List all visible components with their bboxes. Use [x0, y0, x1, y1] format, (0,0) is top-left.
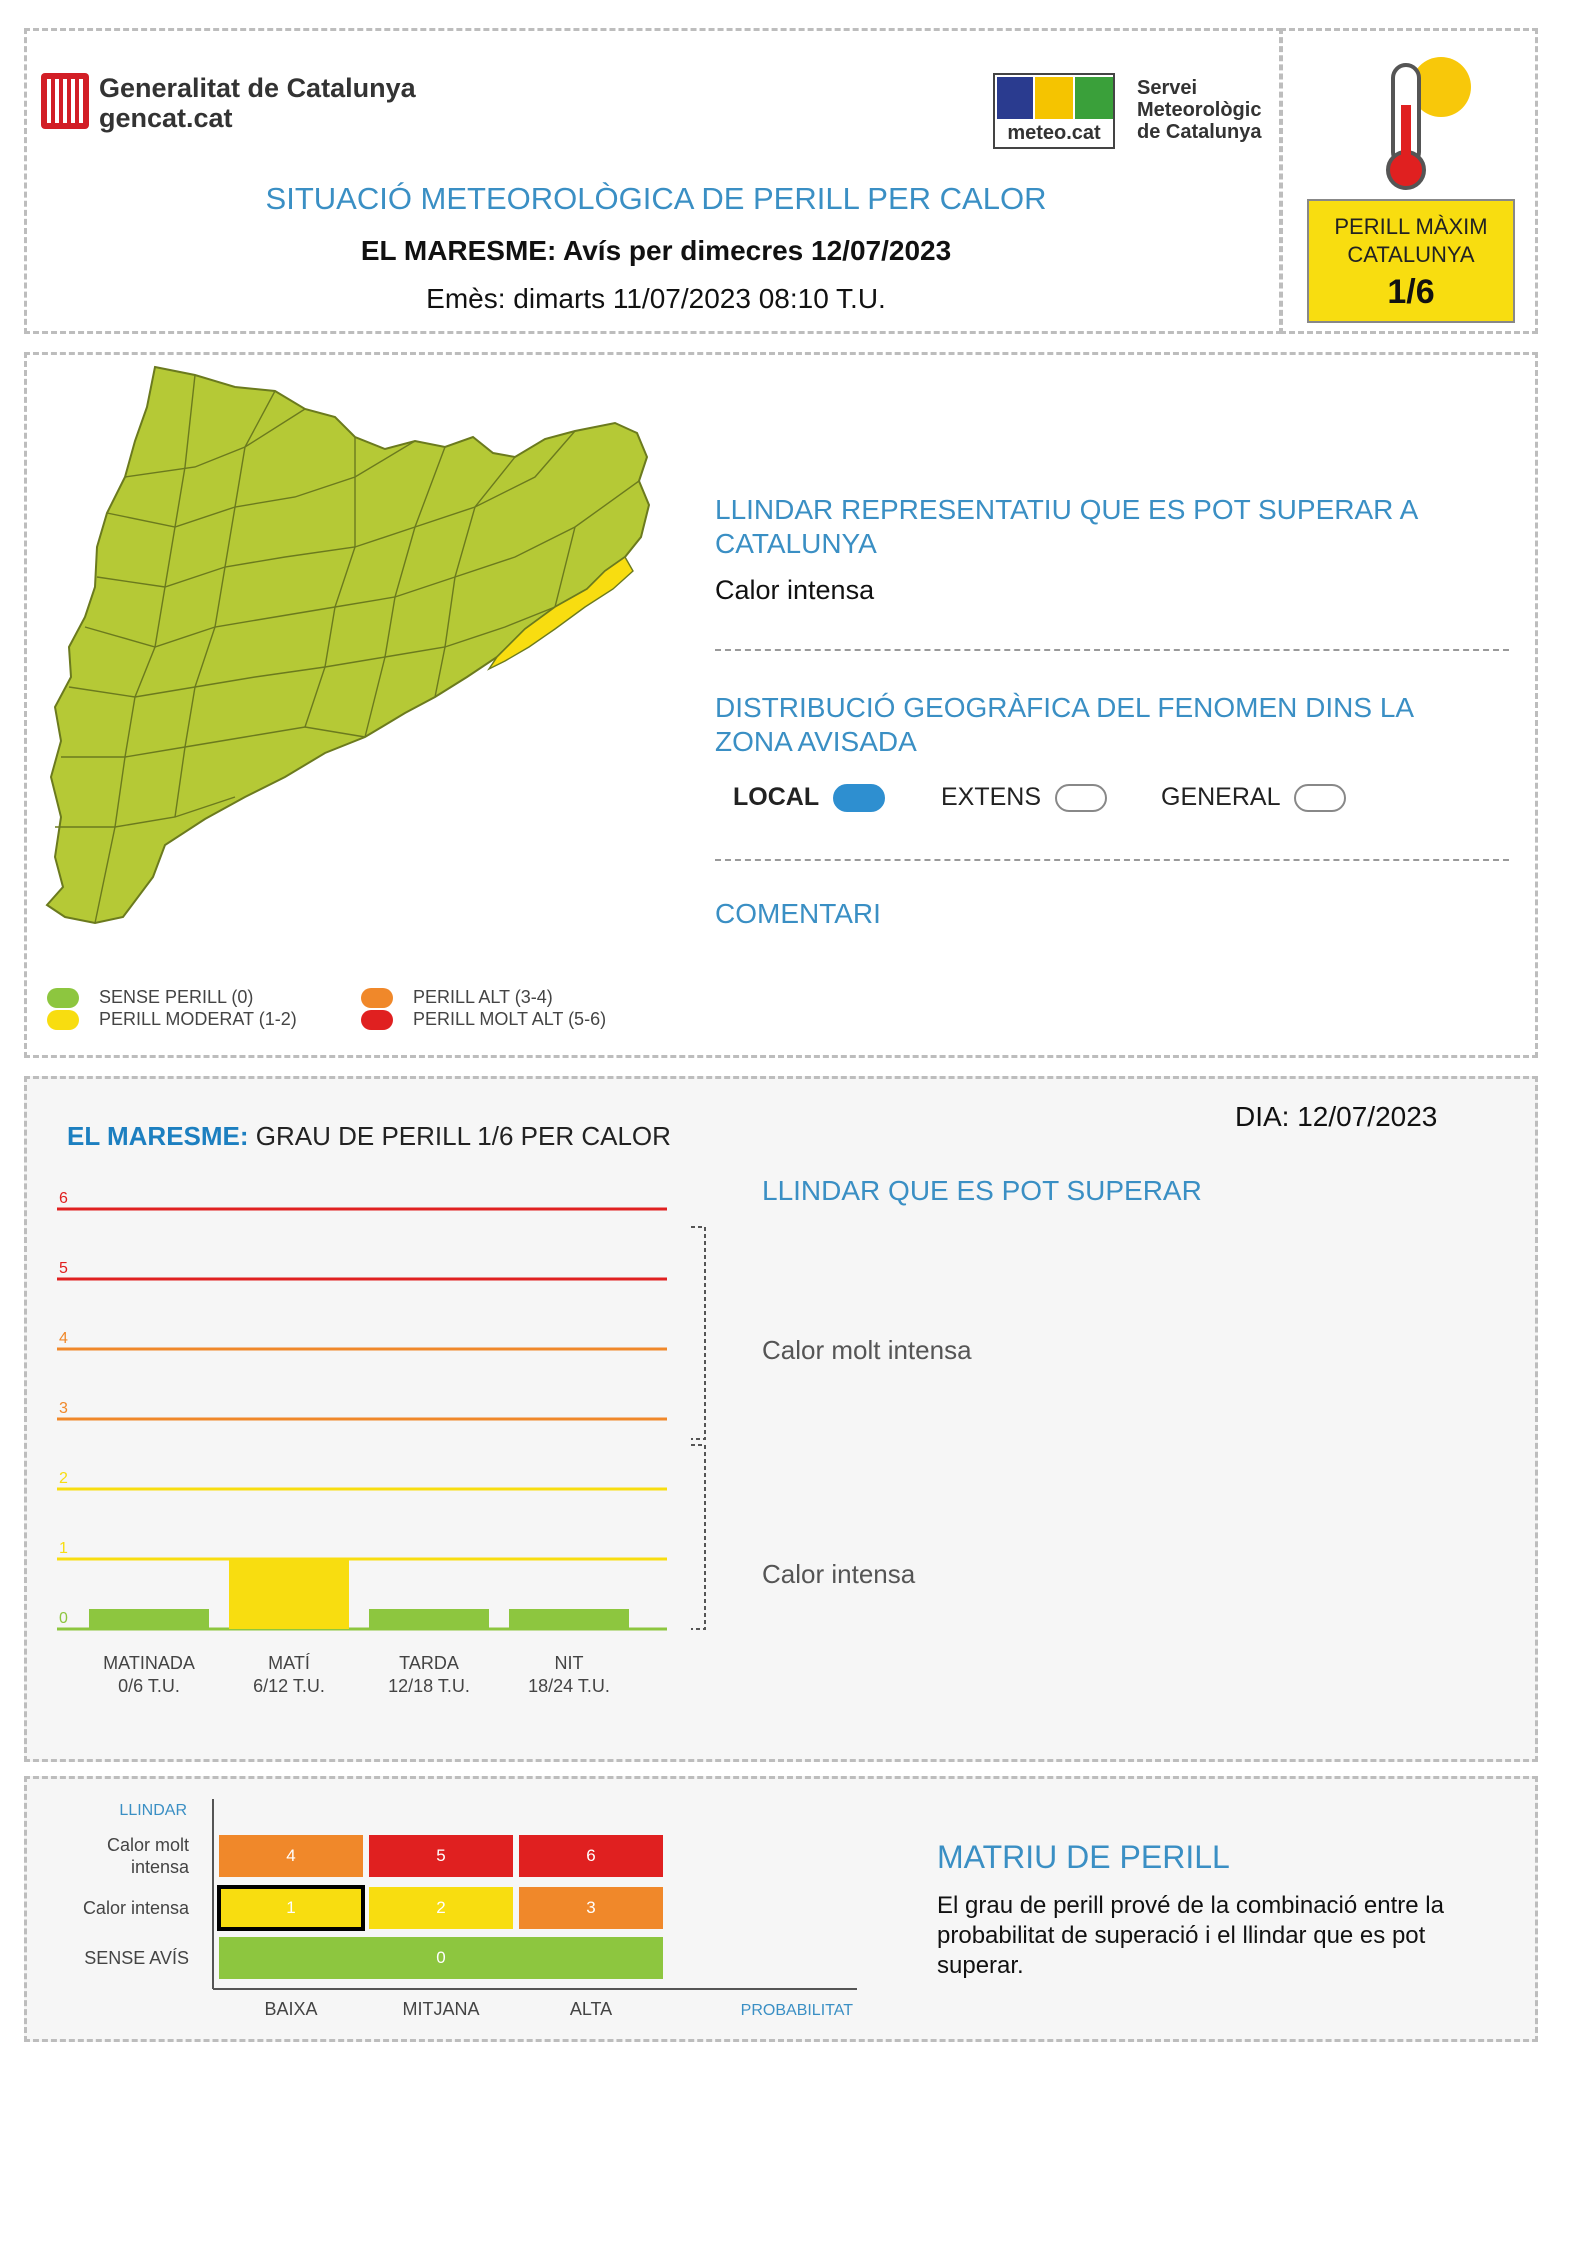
matrix-col-label: MITJANA	[402, 1999, 480, 2019]
matrix-cell-value: 0	[436, 1948, 446, 1967]
matrix-panel	[24, 1776, 1538, 2042]
threshold-title: LLINDAR REPRESENTATIU QUE ES POT SUPERAR A CATALUNYA	[715, 494, 1417, 559]
y-tick-label: 6	[59, 1190, 68, 1207]
matrix-col-label: BAIXA	[264, 1999, 318, 2019]
bar-nit	[509, 1609, 629, 1629]
bracket-low	[691, 1445, 705, 1629]
threshold-high-label: Calor molt intensa	[762, 1335, 972, 1365]
matrix-row-label: Calor intensa	[82, 1898, 189, 1918]
chart-day: DIA: 12/07/2023	[1235, 1101, 1438, 1132]
y-tick-label: 4	[59, 1330, 68, 1347]
emitted-date: Emès: dimarts 11/07/2023 08:10 T.U.	[426, 283, 886, 314]
bar-matinada	[89, 1609, 209, 1629]
matrix-cell-value: 6	[586, 1846, 596, 1865]
matrix-description: El grau de perill prové de la combinació entre la probabilitat de superació i el llindar que es pot superar.	[937, 1892, 1444, 1979]
y-tick-label: 0	[59, 1610, 68, 1627]
legend-dot	[47, 988, 79, 1008]
matrix-cell-value: 2	[436, 1898, 446, 1917]
cloud-icon	[1075, 77, 1113, 119]
legend-dot	[47, 1010, 79, 1030]
meteo-logo	[993, 73, 1115, 149]
matrix-col-label: ALTA	[569, 1999, 613, 2019]
bracket-high	[691, 1227, 705, 1439]
bar-tarda	[369, 1609, 489, 1629]
matrix-row-label: SENSE AVÍS	[84, 1948, 189, 1968]
legend-item-perill-molt-alt: PERILL MOLT ALT (5-6)	[361, 1009, 606, 1030]
x-tick-sublabel: 12/18 T.U.	[388, 1676, 470, 1696]
matrix-cell-value: 5	[436, 1846, 446, 1865]
y-tick-label: 5	[59, 1260, 68, 1277]
y-tick-label: 2	[59, 1470, 68, 1487]
distribution-title: DISTRIBUCIÓ GEOGRÀFICA DEL FENOMEN DINS LA ZONA AVISADA	[715, 692, 1413, 757]
bar-matí	[229, 1559, 349, 1629]
chart-panel	[24, 1076, 1538, 1762]
legend-item-sense-perill: SENSE PERILL (0)	[47, 987, 253, 1008]
map-panel	[24, 352, 1538, 1058]
matrix-title: MATRIU DE PERILL	[937, 1839, 1230, 1875]
catalonia-map[interactable]	[35, 357, 665, 937]
toggle-local[interactable]	[833, 784, 885, 812]
org-name: Generalitat de Catalunya	[99, 73, 416, 103]
matrix-row-label: Calor molt	[106, 1835, 189, 1855]
matrix-cell-value: 1	[286, 1898, 296, 1917]
page-title: SITUACIÓ METEOROLÒGICA DE PERILL PER CALOR	[265, 181, 1047, 216]
x-tick-label: MATINADA	[103, 1653, 195, 1673]
y-tick-label: 3	[59, 1400, 68, 1417]
org-url[interactable]: gencat.cat	[99, 103, 233, 133]
page-subtitle: EL MARESME: Avís per dimecres 12/07/2023	[360, 235, 952, 266]
danger-chart	[37, 1189, 737, 1749]
x-tick-sublabel: 18/24 T.U.	[528, 1676, 610, 1696]
header-panel	[24, 28, 1282, 334]
sun-icon	[1035, 77, 1073, 119]
toggle-general[interactable]	[1294, 784, 1346, 812]
legend-item-perill-moderat: PERILL MODERAT (1-2)	[47, 1009, 297, 1030]
threshold-value: Calor intensa	[715, 575, 875, 605]
gencat-logo-icon	[41, 73, 89, 129]
x-tick-sublabel: 6/12 T.U.	[253, 1676, 325, 1696]
matrix-cell-value: 4	[286, 1846, 296, 1865]
distribution-extens[interactable]: EXTENS	[941, 783, 1107, 812]
meteo-url[interactable]: meteo.cat	[1007, 122, 1101, 144]
meteo-logo-band-icon	[997, 77, 1033, 119]
matrix-axis-probability: PROBABILITAT	[740, 2002, 853, 2019]
service-name: Servei Meteorològic de Catalunya	[1137, 77, 1262, 143]
x-tick-label: TARDA	[399, 1653, 459, 1673]
toggle-extens[interactable]	[1055, 784, 1107, 812]
chart-threshold-title: LLINDAR QUE ES POT SUPERAR	[762, 1175, 1202, 1206]
matrix-row-label: intensa	[130, 1857, 189, 1877]
comment-title: COMENTARI	[715, 898, 881, 929]
separator	[715, 859, 1509, 861]
legend-dot	[361, 988, 393, 1008]
max-danger-badge: PERILL MÀXIM CATALUNYA 1/6	[1307, 199, 1515, 323]
distribution-local[interactable]: LOCAL	[733, 783, 885, 812]
legend-item-perill-alt: PERILL ALT (3-4)	[361, 987, 553, 1008]
y-tick-label: 1	[59, 1540, 68, 1557]
x-tick-label: NIT	[554, 1653, 584, 1673]
matrix-cell-value: 3	[586, 1898, 596, 1917]
separator	[715, 649, 1509, 651]
matrix-axis-threshold: LLINDAR	[119, 1802, 187, 1819]
distribution-general[interactable]: GENERAL	[1161, 783, 1346, 812]
max-danger-panel	[1280, 28, 1538, 334]
chart-title: EL MARESME: GRAU DE PERILL 1/6 PER CALOR	[67, 1121, 671, 1151]
x-tick-sublabel: 0/6 T.U.	[118, 1676, 180, 1696]
danger-matrix	[27, 1779, 887, 2039]
x-tick-label: MATÍ	[268, 1653, 310, 1673]
thermometer-sun-icon	[1363, 45, 1473, 195]
threshold-low-label: Calor intensa	[762, 1559, 916, 1589]
legend-dot	[361, 1010, 393, 1030]
max-danger-value: 1/6	[1387, 273, 1435, 311]
